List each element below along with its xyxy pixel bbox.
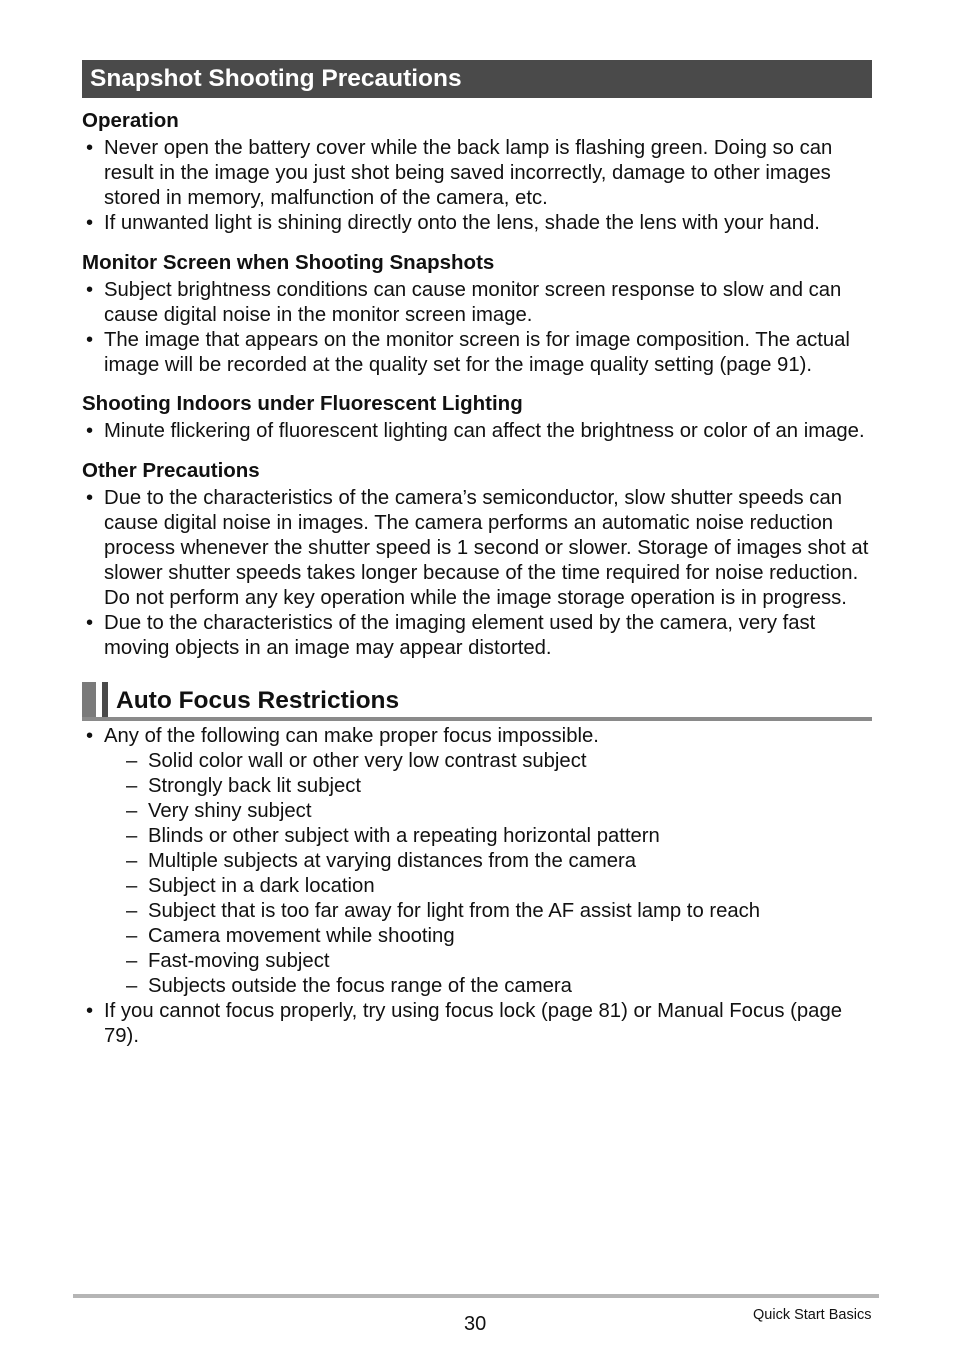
list-item: • If you cannot focus properly, try using focus lock (page 81) or Manual Focus (page 79). <box>86 1000 843 1047</box>
sub-list-item: – Very shiny subject <box>126 800 312 822</box>
fluorescent-list <box>82 419 872 444</box>
focus-conditions-list <box>104 749 872 999</box>
sub-list-item: – Solid color wall or other very low contrast subject <box>126 750 587 772</box>
list-item: • Due to the characteristics of the imaging element used by the camera, very fast moving objects in an image may appear distorted. <box>86 612 816 659</box>
heading-other-precautions: Other Precautions <box>82 459 260 482</box>
sub-list-item: – Multiple subjects at varying distances from the camera <box>126 850 637 872</box>
heading-marker <box>82 682 96 719</box>
sub-list-item: – Subject in a dark location <box>126 875 375 897</box>
operation-list <box>82 136 872 236</box>
heading-operation: Operation <box>82 109 179 132</box>
heading-marker <box>102 682 108 719</box>
sub-list-item: – Subjects outside the focus range of the camera <box>126 975 572 997</box>
list-item: • If unwanted light is shining directly onto the lens, shade the lens with your hand. <box>86 212 820 234</box>
list-item: • The image that appears on the monitor screen is for image composition. The actual image will be recorded at the quality set for the image quality setting (page 91). <box>86 329 850 376</box>
other-list <box>82 486 872 661</box>
sub-list-item: – Fast-moving subject <box>126 950 330 972</box>
heading-monitor-screen: Monitor Screen when Shooting Snapshots <box>82 251 495 274</box>
section-header-autofocus <box>82 681 872 721</box>
footer-section-title: Quick Start Basics <box>753 1307 872 1323</box>
list-item: • Subject brightness conditions can cause monitor screen response to slow and can cause digital noise in the monitor screen image. <box>86 279 842 326</box>
autofocus-list <box>82 724 872 1049</box>
heading-underline <box>82 717 872 721</box>
monitor-list <box>82 278 872 378</box>
sub-list-item: – Strongly back lit subject <box>126 775 362 797</box>
page-number: 30 <box>464 1313 487 1335</box>
list-item: • Never open the battery cover while the back lamp is flashing green. Doing so can result in the image you just shot being saved incorrectly, damage to other images stored in memory, malfunction of the camera, etc. <box>86 137 833 209</box>
list-item: • Minute flickering of fluorescent lighting can affect the brightness or color of an image. <box>86 420 865 442</box>
list-item: • Due to the characteristics of the camera’s semiconductor, slow shutter speeds can cause digital noise in images. The camera performs an automatic noise reduction process whenever the shutter speed is 1 second or slower. Storage of images shot at slower shutter speeds takes longer because of the time required for noise reduction. Do not perform any key operation while the image storage operation is in progress. <box>86 487 869 609</box>
footer-divider <box>73 1294 879 1298</box>
sub-list-item: – Subject that is too far away for light from the AF assist lamp to reach <box>126 900 761 922</box>
page-content <box>82 60 872 1049</box>
list-item: • Any of the following can make proper focus impossible. – Solid color wall or other very low contrast subject – Strongly back lit subject – Very shiny subject – Blinds or other subject with a repeating horizontal pattern – Multiple subjects at varying distances from the camera – Subject in a dark location – Subject that is too far away for light from the AF assist lamp to reach – Camera movement while shooting – Fast-moving subject – Subjects outside the focus range of the camera <box>82 724 872 999</box>
sub-list-item: – Blinds or other subject with a repeating horizontal pattern <box>126 825 660 847</box>
heading-fluorescent: Shooting Indoors under Fluorescent Lighting <box>82 392 523 415</box>
section-title-snapshot: Snapshot Shooting Precautions <box>82 60 872 98</box>
sub-list-item: – Camera movement while shooting <box>126 925 455 947</box>
section-title-autofocus: Auto Focus Restrictions <box>116 687 400 714</box>
